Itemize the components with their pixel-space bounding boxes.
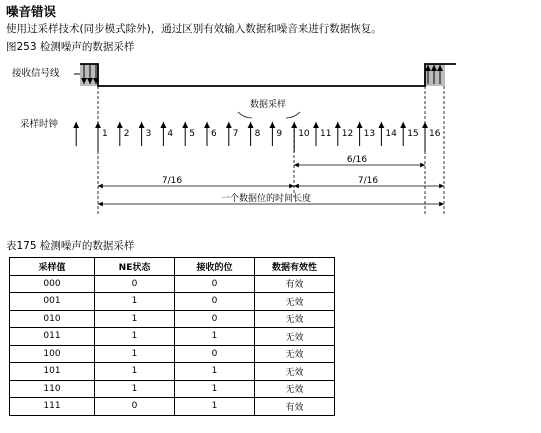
cell: 010 [10, 310, 95, 328]
cell: 1 [95, 310, 175, 328]
table-row [10, 328, 335, 346]
cell: 1 [95, 328, 175, 346]
clock-tick-label: 7 [232, 129, 239, 139]
table-row [10, 310, 335, 328]
cell: 无效 [255, 328, 335, 346]
clock-tick-label: 12 [341, 129, 354, 139]
cell: 101 [10, 363, 95, 381]
intro-text: 使用过采样技术(同步模式除外)，通过区别有效输入数据和噪音来进行数据恢复。 [6, 23, 382, 35]
figure-caption: 图253 检测噪声的数据采样 [6, 41, 135, 53]
header-ne-status: NE状态 [95, 258, 175, 276]
clock-tick-label: 5 [189, 129, 195, 139]
cell: 1 [175, 380, 255, 398]
clock-tick-label: 10 [298, 129, 310, 139]
clock-tick-label: 14 [385, 129, 397, 139]
table-row [10, 275, 335, 293]
cell: 1 [175, 398, 255, 416]
clock-tick-label: 16 [429, 129, 441, 139]
cell: 有效 [255, 275, 335, 293]
cell: 1 [95, 293, 175, 311]
table-row [10, 345, 335, 363]
sample-clock-ticks [76, 122, 441, 152]
clock-tick-label: 3 [145, 129, 152, 139]
table-caption: 表175 检测噪声的数据采样 [6, 240, 135, 252]
sample-clock-label: 采样时钟 [20, 119, 59, 130]
table-row [10, 380, 335, 398]
cell: 0 [175, 310, 255, 328]
cell: 1 [175, 363, 255, 381]
cell: 1 [175, 328, 255, 346]
cell: 1 [95, 345, 175, 363]
cell: 无效 [255, 363, 335, 381]
section-title: 噪音错误 [6, 4, 57, 19]
table-row [10, 398, 335, 416]
clock-tick-label: 4 [167, 129, 174, 139]
cell: 有效 [255, 398, 335, 416]
cell: 0 [175, 345, 255, 363]
cell: 0 [175, 293, 255, 311]
clock-tick-label: 1 [102, 129, 108, 139]
dim-7-16-left-label: 7/16 [161, 176, 183, 186]
clock-tick-label: 2 [123, 129, 130, 139]
cell: 0 [175, 275, 255, 293]
clock-tick-label: 11 [320, 129, 332, 139]
noise-sampling-diagram [0, 52, 541, 220]
cell: 无效 [255, 293, 335, 311]
table-row [10, 293, 335, 311]
clock-tick-label: 8 [254, 129, 261, 139]
header-sample-value: 采样值 [10, 258, 95, 276]
cell: 001 [10, 293, 95, 311]
cell: 0 [95, 275, 175, 293]
clock-tick-label: 15 [407, 129, 419, 139]
cell: 111 [10, 398, 95, 416]
cell: 无效 [255, 345, 335, 363]
cell: 100 [10, 345, 95, 363]
clock-tick-label: 6 [211, 129, 217, 139]
noise-sampling-table [9, 257, 335, 416]
cell: 无效 [255, 380, 335, 398]
cell: 1 [95, 380, 175, 398]
data-sampling-label: 数据采样 [250, 100, 287, 110]
clock-tick-label: 9 [276, 129, 283, 139]
cell: 011 [10, 328, 95, 346]
cell: 110 [10, 380, 95, 398]
cell: 无效 [255, 310, 335, 328]
cell: 1 [95, 363, 175, 381]
dim-7-16-right-label: 7/16 [357, 176, 379, 186]
bit-time-label: 一个数据位的时间长度 [220, 194, 312, 204]
header-data-validity: 数据有效性 [255, 258, 335, 276]
clock-tick-label: 13 [363, 129, 376, 139]
dim-6-16-label: 6/16 [346, 155, 368, 165]
cell: 0 [95, 398, 175, 416]
table-header-row [10, 258, 335, 276]
table-row [10, 363, 335, 381]
header-received-bit: 接收的位 [175, 258, 255, 276]
cell: 000 [10, 275, 95, 293]
rx-line-label: 接收信号线 [12, 68, 60, 79]
rx-signal-waveform [80, 64, 456, 86]
